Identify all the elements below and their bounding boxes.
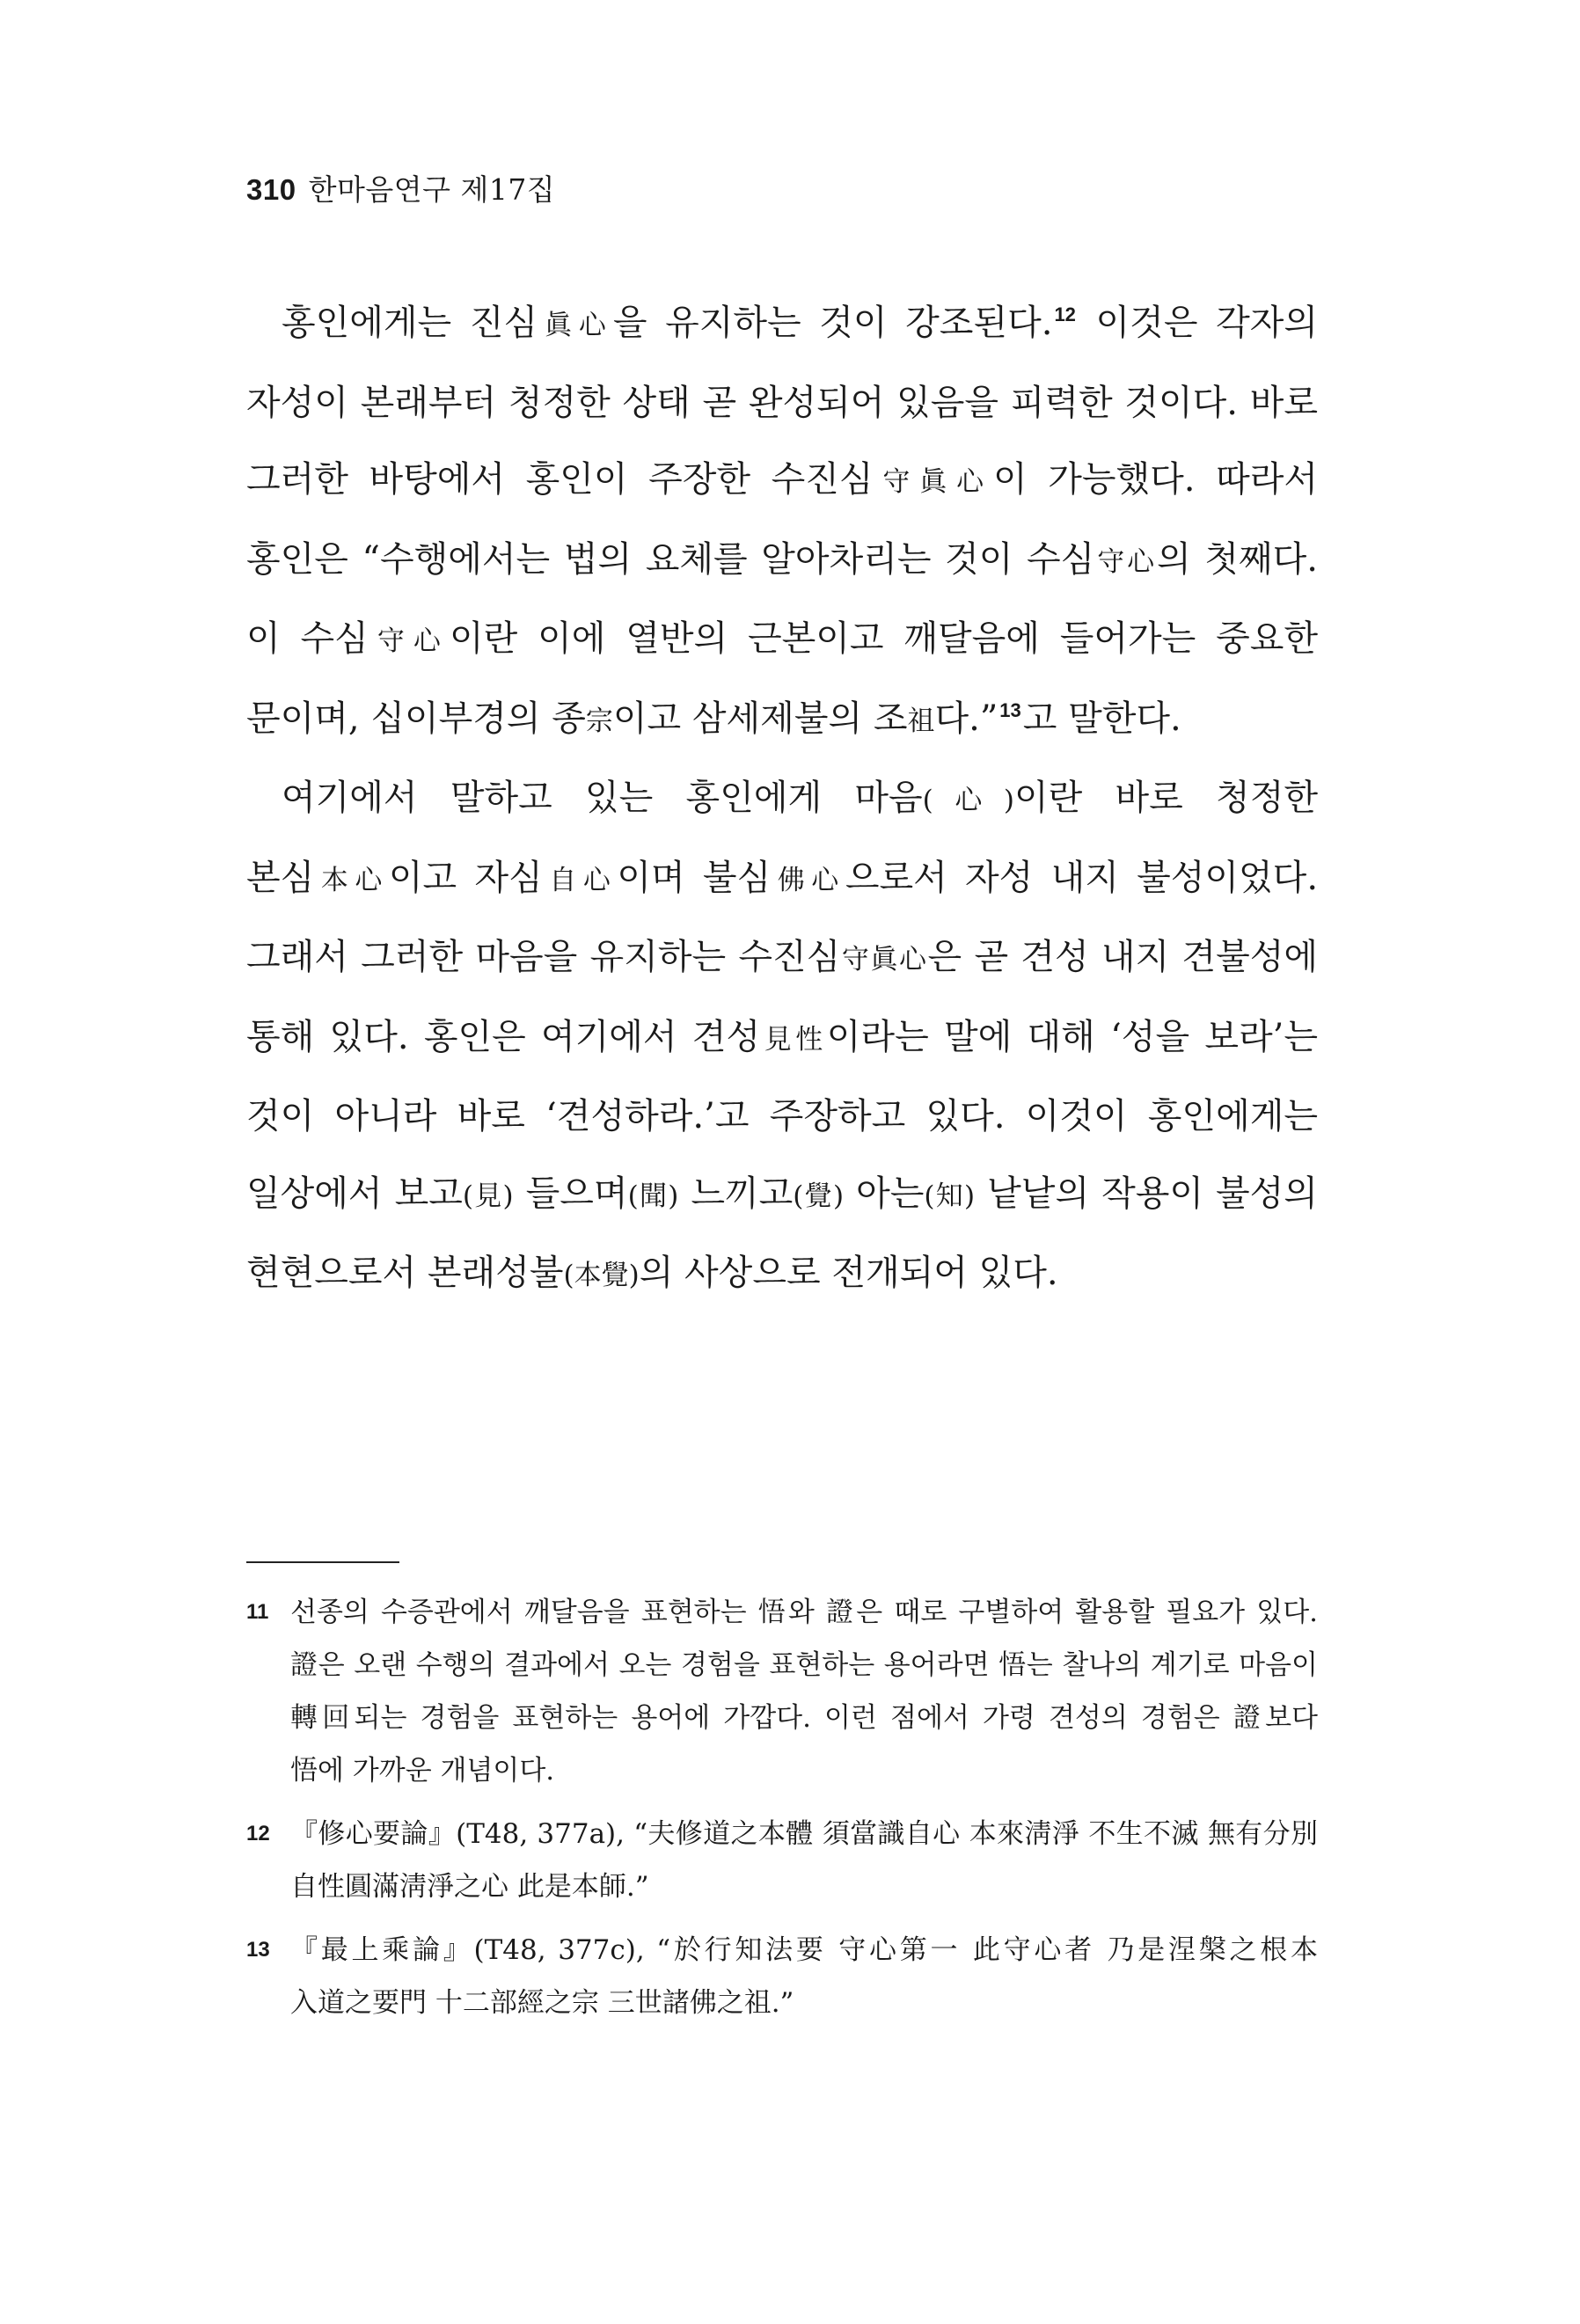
text-run: 이란 이에 열반의 근본이고 깨달음에 들어가는 중요한 문이며, 십이부경의 종 (246, 618, 1318, 739)
text-run: 여기에서 말하고 있는 홍인에게 마음 (282, 778, 923, 818)
journal-title: 한마음연구 제17집 (308, 172, 556, 207)
running-head (246, 169, 555, 211)
page-number: 310 (246, 173, 296, 206)
footnote-number: 11 (246, 1600, 269, 1624)
footnote-number: 13 (246, 1938, 270, 1962)
footnote-reference: 13 (999, 698, 1021, 721)
hanja-gloss: 本心 (314, 864, 389, 896)
hanja-gloss: (知) (924, 1180, 976, 1212)
footnote (246, 1586, 1318, 1797)
footnote (246, 1924, 1318, 2029)
text-run: 이 가능했다. 따라서 홍인은 “수행에서는 법의 요체를 알아차리는 것이 수심 (246, 459, 1319, 580)
text-run: 들으며 (513, 1173, 628, 1214)
text-run: 아는 (844, 1173, 925, 1214)
text-run: 이란 바로 청정한 본심 (246, 778, 1318, 898)
text-run: 을 유지하는 것이 강조된다. (612, 303, 1053, 343)
text-run: 이고 자심 (388, 857, 543, 898)
footnote-text: 『最上乘論』(T48, 377c), “於行知法要 守心第一 此守心者 乃是涅槃之根本 入道之要門 十二部經之宗 三世諸佛之祖.” (290, 1934, 1318, 2019)
text-run: 은 곧 견성 내지 견불성에 통해 있다. 홍인은 여기에서 견성 (246, 937, 1318, 1057)
paragraph (246, 760, 1318, 1315)
footnote (246, 1808, 1318, 1913)
text-run: 으로서 자성 내지 불성이었다. 그래서 그러한 마음을 유지하는 수진심 (246, 857, 1319, 977)
text-run: 이며 불심 (617, 857, 772, 898)
hanja-gloss: (本覺) (563, 1260, 640, 1291)
footnote-number: 12 (246, 1822, 270, 1845)
footnote-text: 선종의 수증관에서 깨달음을 표현하는 悟와 證은 때로 구별하여 활용할 필요가 있다. 證은 오랜 수행의 결과에서 오는 경험을 표현하는 용어라면 悟는 찰나의 계기로 마음이 轉回되는 경험을 표현하는 용어에 가깝다. 이런 점에서 가령 견성의 경험은 證보다 悟에 가까운 개념이다. (290, 1597, 1318, 1787)
hanja-gloss: 守眞心 (840, 944, 928, 976)
document-page (246, 0, 1318, 2324)
hanja-gloss: (覺) (793, 1180, 845, 1212)
text-run: 의 첫째다. 이 수심 (246, 538, 1319, 659)
hanja-gloss: (心) (922, 785, 1014, 816)
text-run: 느끼고 (678, 1173, 794, 1214)
text-run: 이고 삼세제불의 조 (612, 698, 908, 739)
hanja-gloss: (聞) (627, 1180, 679, 1212)
text-run: 이것은 각자의 자성이 본래부터 청정한 상태 곧 완성되어 있음을 피력한 것이다. 바로 그러한 바탕에서 홍인이 주장한 수진심 (246, 303, 1318, 500)
text-run: 낱낱의 작용이 불성의 현현으로서 본래성불 (246, 1173, 1318, 1293)
footnote-text: 『修心要論』(T48, 377a), “夫修道之本體 須當識自心 本來淸淨 不生不滅 無有分別 自性圓滿淸淨之心 此是本師.” (290, 1818, 1318, 1903)
footnote-divider (246, 1561, 399, 1563)
hanja-gloss: 眞心 (538, 310, 613, 341)
text-run: 의 사상으로 전개되어 있다. (639, 1253, 1058, 1293)
hanja-gloss: (見) (462, 1180, 514, 1212)
hanja-gloss: 自心 (542, 864, 618, 896)
text-run: 고 말한다. (1022, 698, 1181, 739)
hanja-gloss: 守心 (1094, 545, 1158, 578)
hanja-gloss: 宗 (585, 705, 613, 737)
paragraph (246, 285, 1318, 760)
hanja-gloss: 佛心 (771, 864, 845, 896)
hanja-gloss: 祖 (907, 705, 935, 737)
footnote-reference: 12 (1054, 303, 1076, 325)
text-run: 다.” (934, 698, 998, 739)
hanja-gloss: 守眞心 (873, 466, 994, 498)
text-run: 이라는 말에 대해 ‘성을 보라’는 것이 아니라 바로 ‘견성하라.’고 주장하고 있다. 이것이 홍인에게는 일상에서 보고 (246, 1016, 1318, 1214)
body-text (246, 285, 1318, 1315)
hanja-gloss: 守心 (368, 625, 450, 657)
hanja-gloss: 見性 (760, 1023, 827, 1056)
text-run: 홍인에게는 진심 (282, 303, 538, 343)
footnotes (246, 1586, 1318, 2040)
